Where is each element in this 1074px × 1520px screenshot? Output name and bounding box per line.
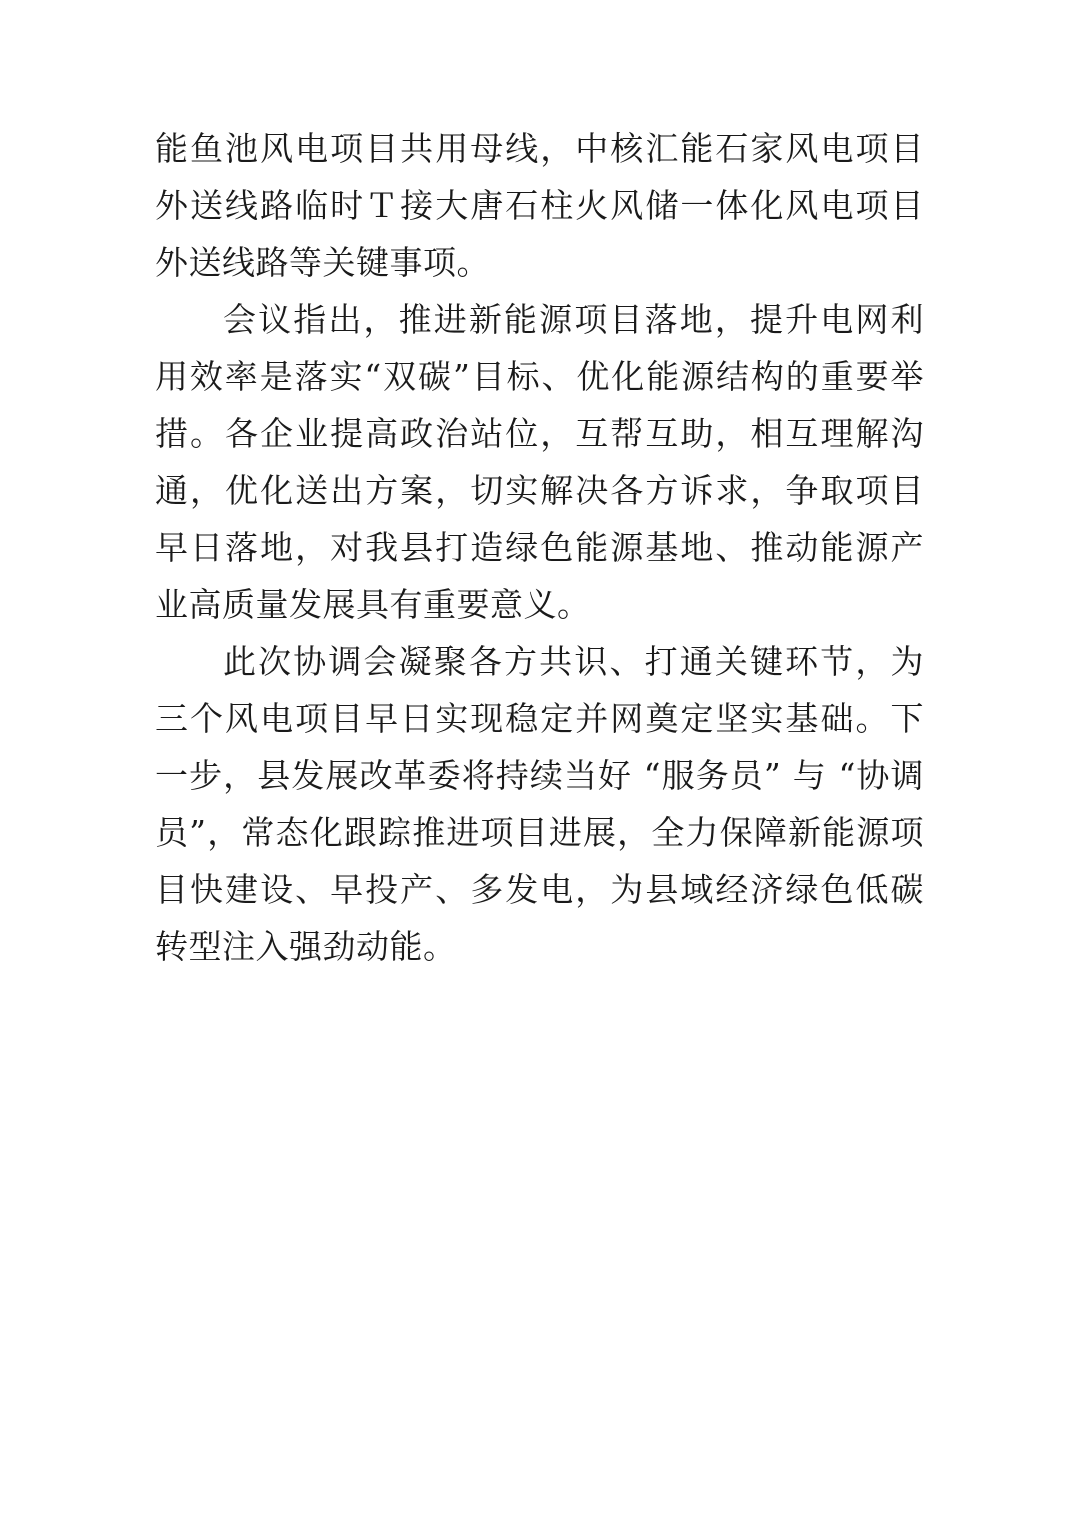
paragraph-continuation: 能鱼池风电项目共用母线，中核汇能石家风电项目外送线路临时Ｔ接大唐石柱火风储一体化风电项目外送线路等关键事项。 [155, 129, 924, 282]
paragraph-meeting-points: 会议指出，推进新能源项目落地，提升电网利用效率是落实“双碳”目标、优化能源结构的重要举措。各企业提高政治站位，互帮互助，相互理解沟通，优化送出方案，切实解决各方诉求，争取项目早日落地，对我县打造绿色能源基地、推动能源产业高质量发展具有重要意义。 [155, 300, 924, 624]
paragraph-conclusion: 此次协调会凝聚各方共识、打通关键环节，为三个风电项目早日实现稳定并网奠定坚实基础。下一步，县发展改革委将持续当好 “服务员” 与 “协调员”，常态化跟踪推进项目进展，全力保障新能源项目快建设、早投产、多发电，为县域经济绿色低碳转型注入强劲动能。 [155, 642, 924, 966]
document-body [155, 120, 924, 975]
